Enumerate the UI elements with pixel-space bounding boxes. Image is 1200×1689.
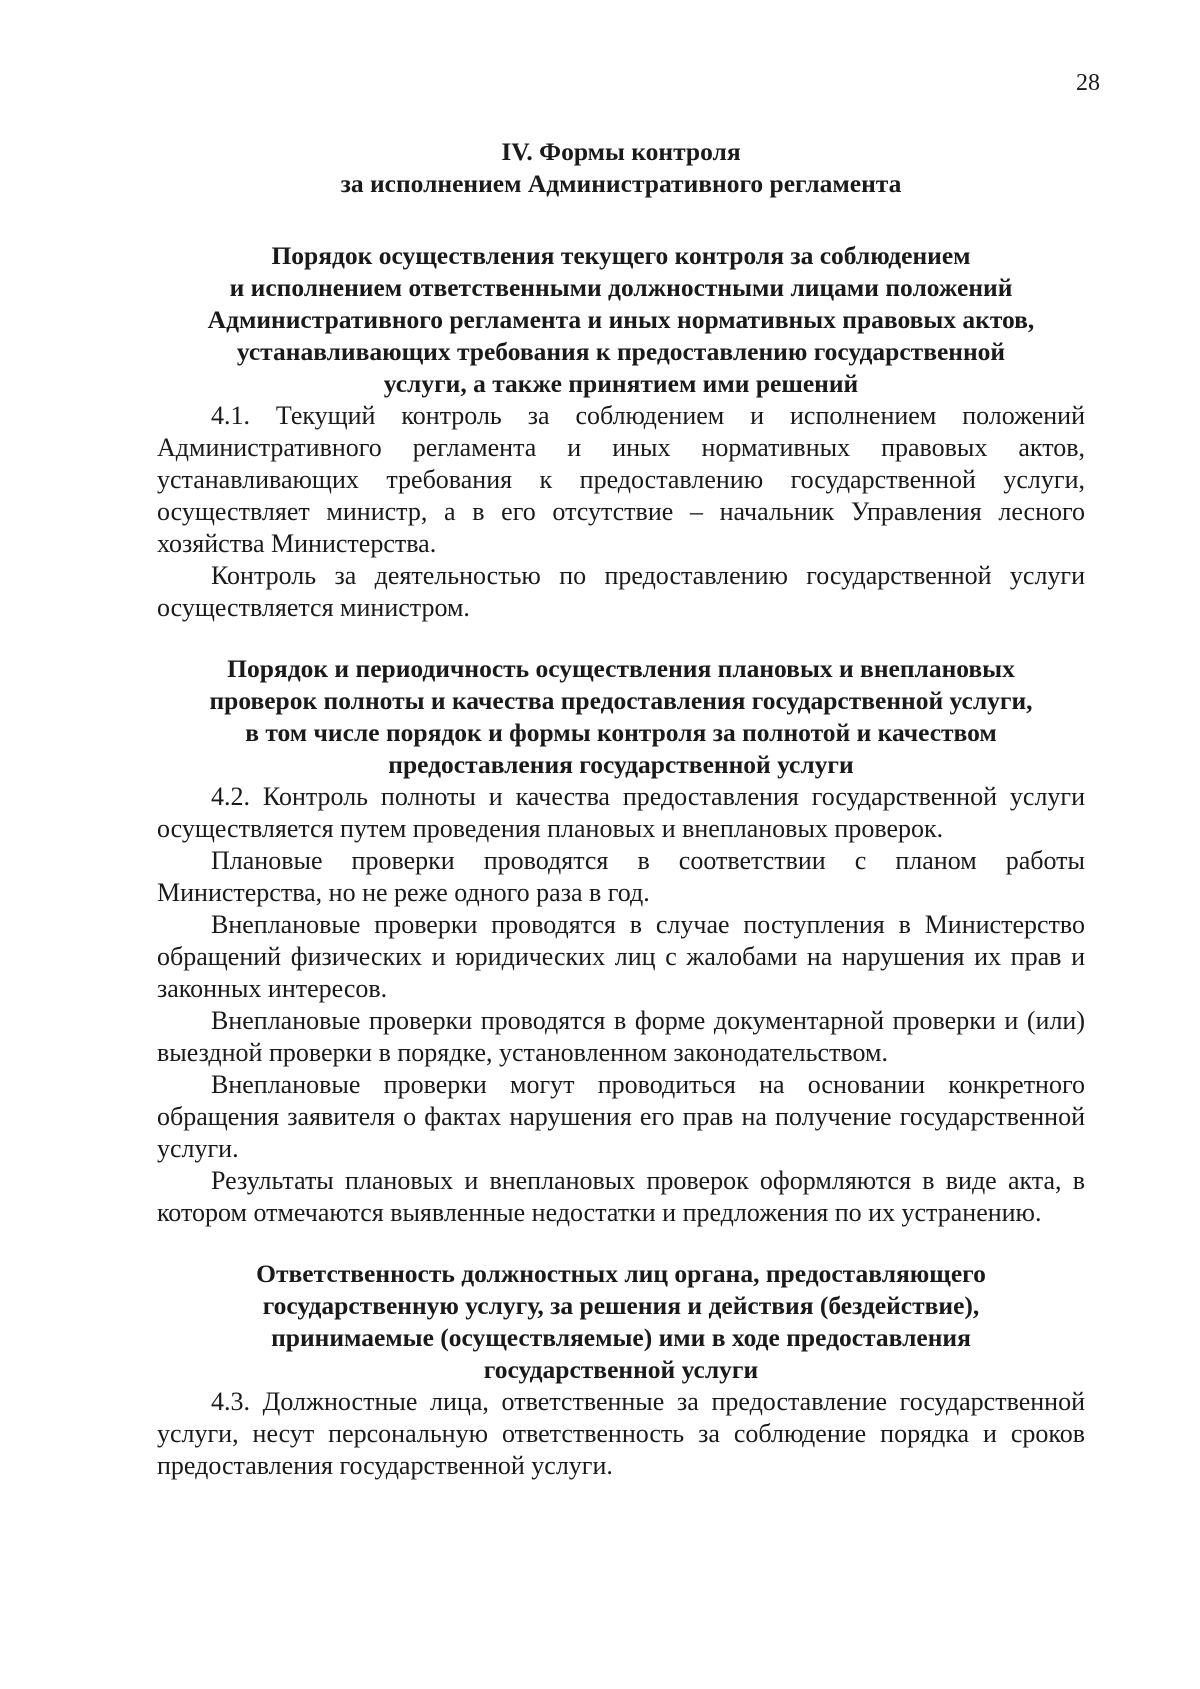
section-responsibility — [157, 1258, 1085, 1482]
section-heading-line: и исполнением ответственными должностными лицами положений — [229, 273, 1013, 302]
page-number: 28 — [1076, 70, 1100, 96]
section-heading-line: принимаемые (осуществляемые) ими в ходе предоставления — [271, 1323, 971, 1352]
section-heading-line: Административного регламента и иных нормативных правовых актов, — [207, 305, 1035, 334]
paragraph: Плановые проверки проводятся в соответствии с планом работы Министерства, но не реже одного раза в год. — [157, 846, 1085, 907]
paragraph-4-3: 4.3. Должностные лица, ответственные за предоставление государственной услуги, несут персональную ответственность за соблюдение порядка и сроков предоставления государственной услуги. — [157, 1387, 1085, 1480]
paragraph: Контроль за деятельностью по предоставлению государственной услуги осуществляется министром. — [157, 561, 1085, 622]
section-heading-line: в том числе порядок и формы контроля за полнотой и качеством — [245, 718, 997, 747]
section-heading-line: Ответственность должностных лиц органа, предоставляющего — [256, 1259, 986, 1288]
chapter-title-line: за исполнением Административного регламента — [340, 169, 902, 198]
paragraph: Внеплановые проверки могут проводиться на основании конкретного обращения заявителя о фактах нарушения его прав на получение государственной услуги. — [157, 1070, 1085, 1163]
paragraph-4-2: 4.2. Контроль полноты и качества предоставления государственной услуги осуществляется путем проведения плановых и внеплановых проверок. — [157, 782, 1085, 843]
section-heading-line: предоставления государственной услуги — [388, 750, 854, 779]
document-body — [157, 136, 1085, 1482]
chapter-title-line: IV. Формы контроля — [501, 137, 741, 166]
section-heading-line: услуги, а также принятием ими решений — [383, 369, 859, 398]
paragraph-4-1: 4.1. Текущий контроль за соблюдением и исполнением положений Административного регламента и иных нормативных правовых актов, устанавливающих требования к предоставлению государственной услуги, осуществляет министр, а в его отсутствие – начальник Управления лесного хозяйства Министерства. — [157, 401, 1085, 558]
section-heading-line: Порядок осуществления текущего контроля за соблюдением — [271, 241, 971, 270]
section-heading-line: устанавливающих требования к предоставлению государственной — [236, 337, 1006, 366]
paragraph: Внеплановые проверки проводятся в случае поступления в Министерство обращений физических и юридических лиц с жалобами на нарушения их прав и законных интересов. — [157, 910, 1085, 1003]
section-inspections — [157, 653, 1085, 1229]
paragraph: Результаты плановых и внеплановых проверок оформляются в виде акта, в котором отмечаются выявленные недостатки и предложения по их устранению. — [157, 1166, 1085, 1227]
section-heading — [157, 240, 1085, 400]
section-heading-line: проверок полноты и качества предоставления государственной услуги, — [209, 686, 1033, 715]
section-heading-line: государственную услугу, за решения и действия (бездействие), — [262, 1291, 980, 1320]
paragraph: Внеплановые проверки проводятся в форме документарной проверки и (или) выездной проверки в порядке, установленном законодательством. — [157, 1006, 1085, 1067]
section-heading — [157, 1258, 1085, 1386]
section-heading-line: Порядок и периодичность осуществления плановых и внеплановых — [227, 654, 1015, 683]
section-heading-line: государственной услуги — [483, 1355, 759, 1384]
section-current-control — [157, 240, 1085, 624]
chapter-title — [157, 136, 1085, 200]
section-heading — [157, 653, 1085, 781]
